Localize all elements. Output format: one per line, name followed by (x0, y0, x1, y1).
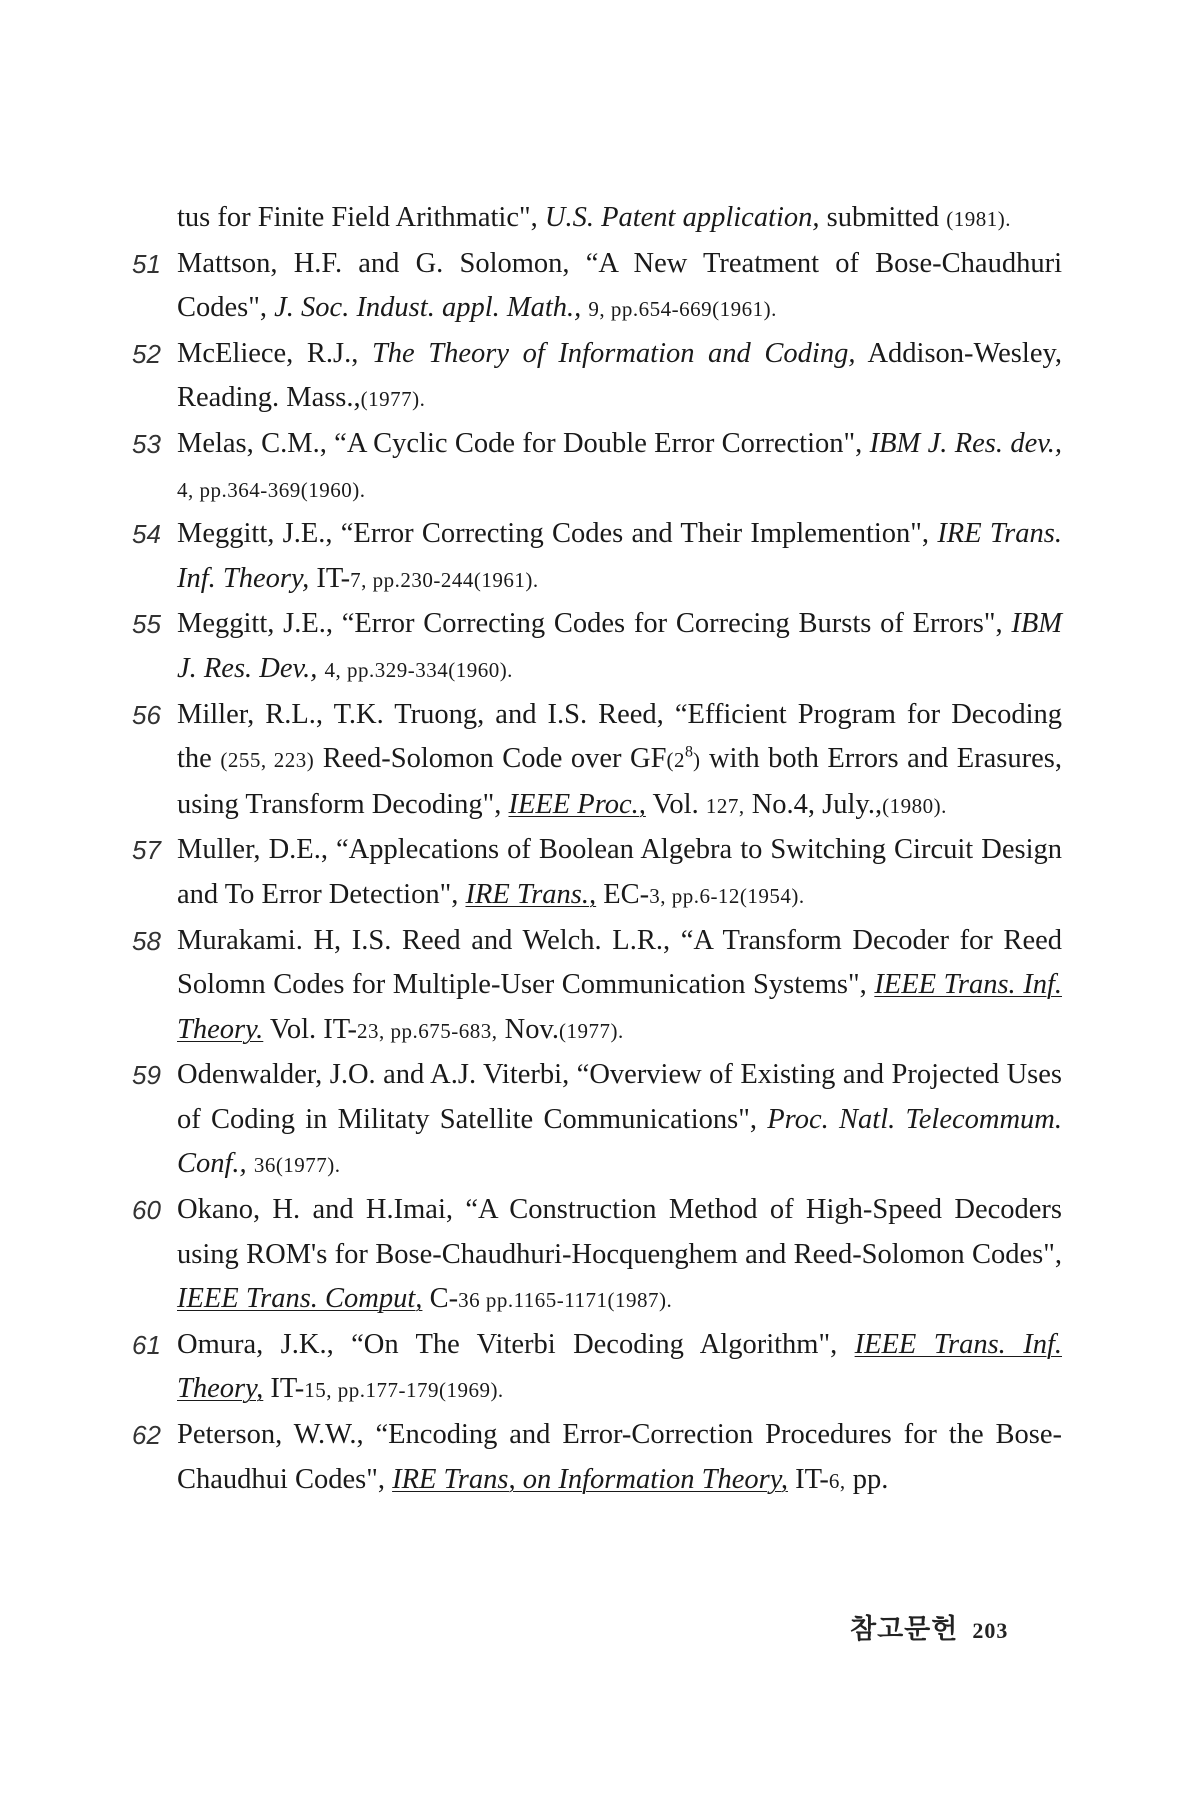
reference-text: IRE Trans., (465, 878, 597, 910)
reference-text: Proc. Natl. Telecommum. Conf., (177, 1103, 1062, 1180)
reference-entry (132, 919, 1062, 1054)
reference-entry (132, 196, 1062, 242)
reference-text: Peterson, W.W., “Encoding and Error-Correction Procedures for the Bose-Chaudhui Codes", (177, 1419, 1062, 1495)
reference-text: 23, pp.675-683, (357, 1018, 498, 1043)
reference-text: McEliece, R.J., (177, 337, 372, 369)
reference-text: (1977). (360, 387, 426, 412)
reference-text: Meggitt, J.E., “Error Correcting Codes for Correcing Bursts of Errors", (177, 608, 1012, 640)
reference-text: Reed-Solomon Code over GF (314, 743, 667, 775)
reference-number: 52 (132, 338, 161, 369)
reference-text: IEEE Trans. Inf. Theory, (177, 1328, 1062, 1405)
page-footer (850, 1607, 1008, 1646)
reference-text: with both Errors and Erasures, using Transform Decoding", (177, 743, 1062, 820)
reference-text: ) (692, 748, 701, 773)
reference-text: Okano, H. and H.Imai, “A Construction Method of High-Speed Decoders using ROM's for Bose-Chaudhuri-Hocquenghem and Reed-Solomon Codes", (177, 1194, 1062, 1270)
reference-number: 60 (132, 1195, 161, 1226)
reference-text: 15, pp.177-179(1969). (304, 1378, 504, 1403)
reference-text: Mattson, H.F. and G. Solomon, “A New Treatment of Bose-Chaudhuri Codes", (177, 247, 1062, 324)
reference-text: 7, pp.230-244(1961). (350, 567, 539, 592)
reference-text: (1981). (946, 207, 1011, 231)
reference-text (247, 1148, 254, 1179)
reference-entry (132, 332, 1062, 422)
reference-text: IT- (263, 1373, 305, 1405)
reference-text: IBM J. Res. dev., (869, 427, 1062, 459)
reference-text: IT- (309, 562, 351, 594)
reference-number: 56 (132, 699, 161, 730)
reference-text: Muller, D.E., “Applecations of Boolean Algebra to Switching Circuit Design and To Error Detection", (177, 834, 1062, 910)
reference-text: 4, pp.329-334(1960). (324, 657, 513, 682)
reference-text: Melas, C.M., “A Cyclic Code for Double Error Correction", (177, 427, 870, 459)
reference-number: 55 (132, 609, 161, 640)
reference-text: Meggitt, J.E., “Error Correcting Codes and Their Implemention", (177, 518, 938, 550)
reference-text: (1977). (559, 1018, 624, 1043)
reference-text: 6, (828, 1468, 846, 1493)
page-number: 203 (972, 1618, 1009, 1643)
reference-number: 51 (132, 248, 161, 279)
reference-text: 36(1977). (253, 1153, 341, 1178)
reference-text: 8 (684, 743, 693, 761)
reference-text: IBM J. Res. Dev., (177, 608, 1062, 684)
reference-number: 53 (132, 428, 161, 459)
reference-text: submitted (819, 202, 947, 233)
reference-text: J. Soc. Indust. appl. Math., (274, 292, 582, 324)
reference-entry (132, 242, 1062, 332)
reference-list (132, 196, 1062, 1503)
reference-text: 127, (705, 793, 745, 818)
reference-text: Murakami. H, I.S. Reed and Welch. L.R., “A Transform Decoder for Reed Solomn Codes for Multiple-User Communication Systems", (177, 924, 1062, 1001)
reference-text: (1980). (882, 793, 947, 818)
reference-text: The Theory of Information and Coding, (371, 337, 856, 369)
reference-text: (255, 223) (220, 748, 315, 773)
reference-text: tus for Finite Field Arithmatic", (177, 202, 545, 233)
reference-text: IEEE Proc., (508, 788, 646, 820)
reference-entry (132, 1188, 1062, 1323)
reference-entry (132, 602, 1062, 692)
reference-text: Vol. IT- (263, 1013, 358, 1045)
reference-number: 58 (132, 925, 161, 956)
reference-entry (132, 693, 1062, 829)
reference-text: 4, pp.364-369(1960). (177, 477, 366, 502)
reference-entry (132, 422, 1062, 512)
reference-text: EC- (596, 878, 650, 910)
reference-text: Miller, R.L., T.K. Truong, and I.S. Reed, “Efficient Program for Decoding the (177, 698, 1062, 775)
reference-text: Addison-Wesley, Reading. Mass., (177, 337, 1062, 414)
reference-text: pp. (845, 1463, 889, 1495)
reference-text: U.S. Patent application, (544, 202, 820, 233)
reference-text: Omura, J.K., “On The Viterbi Decoding Algorithm", (177, 1328, 855, 1360)
reference-text: 3, pp.6-12(1954). (649, 883, 805, 908)
reference-text: 36 pp.1165-1171(1987). (458, 1288, 673, 1313)
reference-text: IT- (787, 1463, 829, 1495)
reference-number: 61 (132, 1329, 161, 1360)
section-title: 참고문헌 (850, 1614, 959, 1644)
reference-entry (132, 512, 1062, 602)
reference-number: 62 (132, 1420, 161, 1451)
reference-number: 57 (132, 835, 161, 866)
reference-text: IRE Trans. Inf. Theory, (177, 518, 1062, 594)
reference-entry (132, 1053, 1062, 1188)
reference-text: Nov. (497, 1013, 559, 1045)
reference-entry (132, 828, 1062, 918)
reference-text: (2 (666, 748, 685, 773)
reference-text: Odenwalder, J.O. and A.J. Viterbi, “Overview of Existing and Projected Uses of Coding in Militaty Satellite Communications", (177, 1059, 1062, 1135)
reference-text: IRE Trans, on Information Theory, (392, 1463, 788, 1495)
reference-text: Vol. (645, 788, 706, 820)
reference-text: IEEE Trans. Inf. Theory. (177, 969, 1062, 1045)
reference-number: 59 (132, 1060, 161, 1091)
reference-text: 9, pp.654-669(1961). (588, 297, 777, 322)
reference-number: 54 (132, 519, 161, 550)
reference-text: C- (422, 1283, 459, 1315)
reference-entry (132, 1413, 1062, 1503)
reference-entry (132, 1323, 1062, 1413)
reference-text: IEEE Trans. Comput, (177, 1283, 423, 1315)
reference-text: No.4, July., (744, 788, 883, 820)
